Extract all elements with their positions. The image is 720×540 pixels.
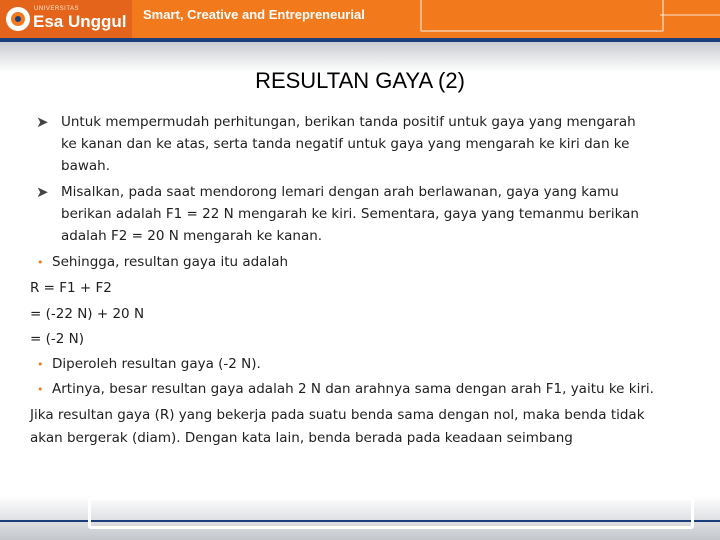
text-line: bawah. xyxy=(61,158,111,174)
text-line: Artinya, besar resultan gaya adalah 2 N dan arahnya sama dengan arah F1, yaitu ke kiri. xyxy=(52,381,654,397)
footer-decorative-frame xyxy=(88,497,694,529)
logo-subtext: UNIVERSITAS xyxy=(34,6,80,12)
text-line: akan bergerak (diam). Dengan kata lain, benda berada pada keadaan seimbang xyxy=(30,430,573,446)
equation-line: R = F1 + F2 xyxy=(30,280,112,296)
equation-line: = (-2 N) xyxy=(30,331,84,347)
text-line: Untuk mempermudah perhitungan, berikan tanda positif untuk gaya yang mengarah xyxy=(61,114,636,130)
logo xyxy=(0,0,132,38)
text-line: ke kanan dan ke atas, serta tanda negatif untuk gaya yang mengarah ke kiri dan ke xyxy=(61,136,630,152)
text-line: Diperoleh resultan gaya (-2 N). xyxy=(52,356,261,372)
tagline: Smart, Creative and Entrepreneurial xyxy=(143,7,365,22)
dot-bullet-icon: • xyxy=(37,256,44,269)
dot-bullet-icon: • xyxy=(37,383,44,396)
logo-mark-icon xyxy=(6,7,30,31)
text-line: Jika resultan gaya (R) yang bekerja pada suatu benda sama dengan nol, maka benda tidak xyxy=(30,407,645,423)
decorative-line xyxy=(660,14,720,16)
arrow-bullet-icon: ➤ xyxy=(36,183,49,201)
text-line: berikan adalah F1 = 22 N mengarah ke kiri. Sementara, gaya yang temanmu berikan xyxy=(61,206,639,222)
arrow-bullet-icon: ➤ xyxy=(36,113,49,131)
text-line: Sehingga, resultan gaya itu adalah xyxy=(52,254,289,270)
slide-title: RESULTAN GAYA (2) xyxy=(255,68,465,93)
text-line: adalah F2 = 20 N mengarah ke kanan. xyxy=(61,228,323,244)
text-line: Misalkan, pada saat mendorong lemari dengan arah berlawanan, gaya yang kamu xyxy=(61,184,619,200)
decorative-frame xyxy=(420,0,664,32)
logo-text: Esa Unggul xyxy=(33,12,127,31)
equation-line: = (-22 N) + 20 N xyxy=(30,306,145,322)
dot-bullet-icon: • xyxy=(37,358,44,371)
